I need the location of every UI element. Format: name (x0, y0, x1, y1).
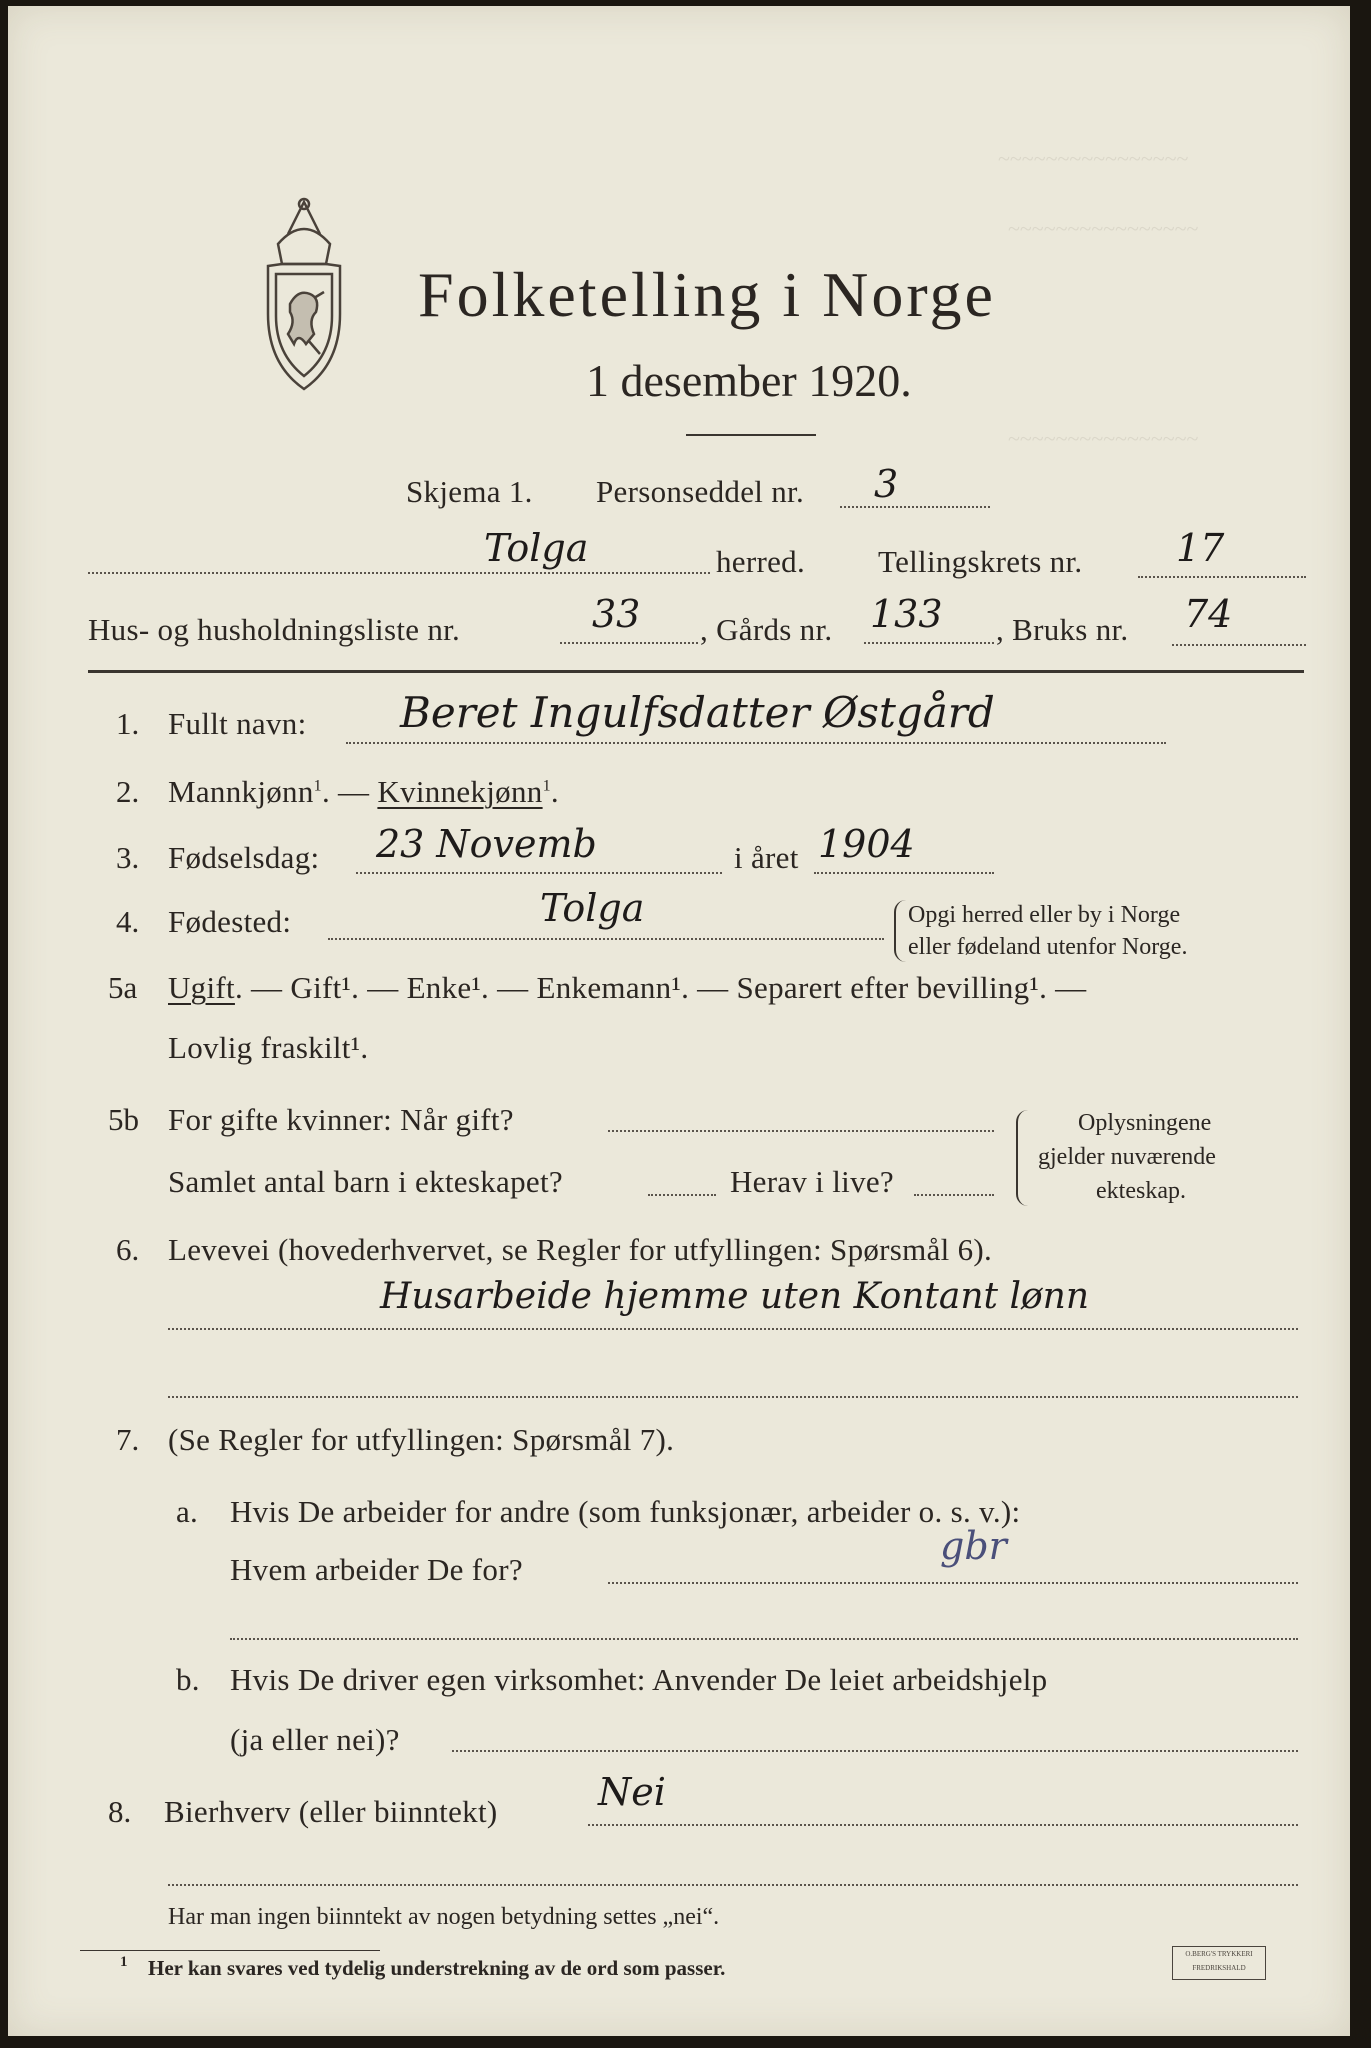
q7b-label-line1: Hvis De driver egen virksomhet: Anvender De leiet arbeidshjelp (230, 1662, 1048, 1697)
q4-number: 4. (116, 904, 140, 939)
show-through: ~~~~~~~~~~~~~~~~ (1008, 426, 1199, 451)
q6-number: 6. (116, 1232, 140, 1267)
q3-label: Fødselsdag: (168, 840, 320, 875)
bruks-label: , Bruks nr. (996, 612, 1129, 647)
brace (1016, 1110, 1028, 1206)
married-date-field[interactable] (608, 1130, 994, 1132)
gender-options (168, 774, 559, 810)
divider (686, 434, 816, 436)
q6-label: Levevei (hovederhvervet, se Regler for utfyllingen: Spørsmål 6). (168, 1232, 993, 1267)
footer-note: Har man ingen biinntekt av nogen betydning settes „nei“. (168, 1904, 720, 1930)
birthday-field[interactable] (356, 872, 722, 874)
footnote-ref: 1 (313, 777, 322, 795)
marital-other-options[interactable]: . — Gift¹. — Enke¹. — Enkemann¹. — Separert efter bevilling¹. — (234, 970, 1087, 1005)
husliste-value: 33 (592, 592, 641, 636)
q7a-label-line1: Hvis De arbeider for andre (som funksjonær, arbeider o. s. v.): (230, 1494, 1021, 1529)
printer-stamp (1172, 1946, 1266, 1980)
personseddel-field[interactable] (840, 506, 990, 508)
personseddel-value: 3 (874, 462, 899, 506)
husliste-label: Hus- og husholdningsliste nr. (88, 612, 461, 647)
birthday-value: 23 Novemb (376, 822, 597, 866)
census-form-sheet (8, 6, 1350, 2036)
show-through: ~~~~~~~~~~~~~~~~ (998, 146, 1189, 171)
birthplace-field[interactable] (328, 938, 884, 940)
footnote-text: Her kan svares ved tydelig understrekning av de ord som passer. (148, 1956, 726, 1980)
footnote-rule (80, 1950, 380, 1951)
tellingskrets-value: 17 (1176, 526, 1225, 570)
gards-field[interactable] (864, 642, 994, 644)
gender-end: . (550, 774, 559, 809)
q7b-label-line2: (ja eller nei)? (230, 1722, 400, 1757)
q5b-label-married: For gifte kvinner: Når gift? (168, 1102, 514, 1137)
q8-number: 8. (108, 1794, 132, 1829)
q5b-note-line1: Oplysningene (1078, 1110, 1212, 1136)
side-income-field[interactable] (588, 1824, 1298, 1826)
census-date: 1 desember 1920. (586, 355, 912, 406)
gards-value: 133 (870, 592, 943, 636)
q7a-label-line2: Hvem arbeider De for? (230, 1552, 523, 1587)
marital-fraskilt-option[interactable]: Lovlig fraskilt¹. (168, 1030, 369, 1065)
q5a-number: 5a (108, 970, 138, 1005)
employer-field-line2[interactable] (230, 1638, 1298, 1640)
footnote-marker: 1 (120, 1954, 128, 1970)
q3-number: 3. (116, 840, 140, 875)
q4-label: Fødested: (168, 904, 292, 939)
gender-female-option-selected[interactable]: Kvinnekjønn (377, 774, 543, 809)
full-name-value: Beret Ingulfsdatter Østgård (400, 688, 995, 737)
husliste-field[interactable] (560, 642, 698, 644)
birthplace-note-line2: eller fødeland utenfor Norge. (908, 934, 1188, 960)
q7-label: (Se Regler for utfyllingen: Spørsmål 7). (168, 1422, 675, 1457)
printer-stamp-line2: FREDRIKSHALD (1192, 1964, 1246, 1972)
q5b-number: 5b (108, 1102, 139, 1137)
q1-number: 1. (116, 706, 140, 741)
q7-number: 7. (116, 1422, 140, 1457)
q5b-note-line3: ekteskap. (1096, 1178, 1186, 1204)
gards-label: , Gårds nr. (700, 612, 833, 647)
q7a-letter: a. (176, 1494, 199, 1529)
birthplace-note-line1: Opgi herred eller by i Norge (908, 902, 1181, 928)
q1-label: Fullt navn: (168, 706, 307, 741)
birth-year-field[interactable] (814, 872, 994, 874)
tellingskrets-field[interactable] (1138, 576, 1306, 578)
show-through: ~~~~~~~~~~~~~~~~ (1008, 216, 1199, 241)
q2-number: 2. (116, 774, 140, 809)
footnote-ref: 1 (542, 777, 551, 795)
full-name-field[interactable] (346, 742, 1166, 744)
occupation-field[interactable] (168, 1328, 1298, 1330)
employer-field[interactable] (608, 1582, 1298, 1584)
side-income-value: Nei (598, 1770, 666, 1814)
q7b-letter: b. (176, 1662, 200, 1697)
herred-value: Tolga (484, 526, 589, 570)
q5b-note-line2: gjelder nuværende (1038, 1144, 1216, 1170)
bruks-value: 74 (1184, 592, 1233, 636)
q5b-label-children: Samlet antal barn i ekteskapet? (168, 1164, 563, 1199)
schema-label: Skjema 1. (406, 474, 533, 509)
children-count-field[interactable] (648, 1194, 716, 1196)
q8-label: Bierhverv (eller biinntekt) (164, 1794, 498, 1829)
marital-status-options (168, 970, 1086, 1006)
brace (894, 900, 906, 962)
gender-separator: . — (321, 774, 378, 809)
herred-label: herred. (716, 544, 806, 579)
herred-field[interactable] (88, 572, 710, 574)
norway-coat-of-arms-icon (248, 194, 360, 394)
occupation-field-line2[interactable] (168, 1396, 1298, 1398)
children-alive-field[interactable] (914, 1194, 994, 1196)
hired-help-field[interactable] (452, 1750, 1298, 1752)
bruks-field[interactable] (1172, 644, 1306, 646)
page-title: Folketelling i Norge (418, 259, 996, 330)
employer-value: gbr (940, 1524, 1007, 1568)
tellingskrets-label: Tellingskrets nr. (878, 544, 1083, 579)
personseddel-label: Personseddel nr. (596, 474, 804, 509)
printer-stamp-line1: O.BERG'S TRYKKERI (1185, 1950, 1253, 1958)
header-separator (88, 670, 1304, 673)
gender-male-option[interactable]: Mannkjønn (168, 774, 314, 809)
year-label: i året (734, 840, 799, 875)
q5b-label-alive: Herav i live? (730, 1164, 894, 1199)
side-income-field-line2[interactable] (168, 1884, 1298, 1886)
marital-ugift-option-selected[interactable]: Ugift (168, 970, 235, 1005)
birthplace-value: Tolga (540, 886, 645, 930)
occupation-value: Husarbeide hjemme uten Kontant lønn (380, 1276, 1090, 1317)
birth-year-value: 1904 (818, 822, 915, 866)
